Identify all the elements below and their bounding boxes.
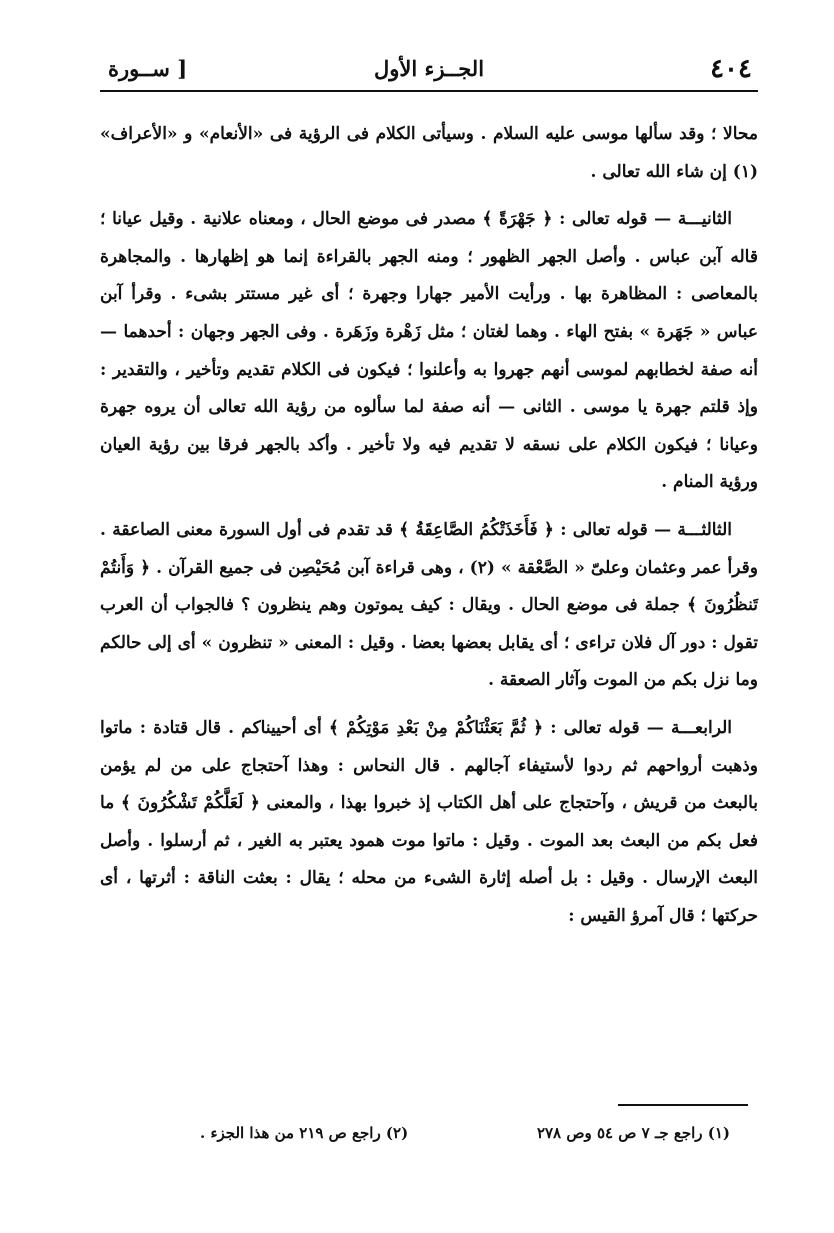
page-header — [100, 48, 758, 92]
footnote-1: (١) راجع جـ ٧ ص ٥٤ وص ٢٧٨ — [536, 1124, 730, 1142]
running-title: الجــزء الأول — [373, 56, 485, 81]
paragraph-third-issue: الثالثـــة — قوله تعالى : ﴿ فَأَخَذَتْكُمُ الصَّاعِقَةُ ﴾ قد تقدم فى أول السورة معنى الصاعقة . وقرأ عمر وعثمان وعلىّ « الصَّعْقة » (٢) ، وهى قراءة آبن مُحَيْصِن فى جميع القرآن . ﴿ وَأَنتُمْ تَنظُرُونَ ﴾ جملة فى موضع الحال . ويقال : كيف يموتون وهم ينظرون ؟ فالجواب أن العرب تقول : دور آل فلان تراءى ؛ أى يقابل بعضها بعضا . وقيل : المعنى « تنظرون » أى إلى حالكم وما نزل بكم من الموت وآثار الصعقة . — [100, 519, 758, 691]
surah-label: [ ســورة — [108, 56, 188, 81]
paragraph-second-issue: الثانيـــة — قوله تعالى : ﴿ جَهْرَةً ﴾ مصدر فى موضع الحال ، ومعناه علانية . وقيل عيانا ؛ قاله آبن عباس . وأصل الجهر الظهور ؛ ومنه الجهر بالقراءة إنما هو إظهارها . والمجاهرة بالمعاصى : المظاهرة بها . ورأيت الأمير جهارا وجهرة ؛ أى غير مستتر بشىء . وقرأ آبن عباس « جَهَرة » بفتح الهاء . وهما لغتان ؛ مثل زَهْرة وزَهَرة . وفى الجهر وجهان : أحدهما — أنه صفة لخطابهم لموسى أنهم جهروا به وأعلنوا ؛ فيكون فى الكلام تقديم وتأخير ، والتقدير : وإذ قلتم جهرة يا موسى . الثانى — أنه صفة لما سألوه من رؤية الله تعالى أن يروه جهرة وعيانا ؛ فيكون الكلام على نسقه لا تقديم فيه ولا تأخير . وأكد بالجهر فرقا بين رؤية العيان ورؤية المنام . — [100, 209, 758, 493]
footnotes — [200, 1124, 730, 1142]
paragraph-fourth-issue: الرابعـــة — قوله تعالى : ﴿ ثُمَّ بَعَثْنَاكُمْ مِنْ بَعْدِ مَوْتِكُمْ ﴾ أى أحييناكم . قال قتادة : ماتوا وذهبت أرواحهم ثم ردوا لأستيفاء آجالهم . قال النحاس : وهذا آحتجاج على من لم يؤمن بالبعث من قريش ، وآحتجاج على أهل الكتاب إذ خبروا بهذا ، والمعنى ﴿ لَعَلَّكُمْ تَشْكُرُونَ ﴾ ما فعل بكم من البعث بعد الموت . وقيل : ماتوا موت همود يعتبر به الغير ، ثم أرسلوا . وأصل البعث الإرسال . وقيل : بل أصله إثارة الشىء من محله ؛ يقال : بعثت الناقة : أثرتها ، أى حركتها ؛ قال آمرؤ القيس : — [100, 717, 758, 926]
paragraph-intro: محالا ؛ وقد سألها موسى عليه السلام . وسيأتى الكلام فى الرؤية فى «الأنعام» و «الأعراف» (١) إن شاء الله تعالى . — [100, 124, 758, 182]
page-number: ٤٠٤ — [710, 54, 752, 84]
header-rule — [100, 90, 758, 92]
footnote-2: (٢) راجع ص ٢١٩ من هذا الجزء . — [200, 1124, 409, 1142]
main-text — [100, 116, 758, 1096]
footnote-separator — [618, 1104, 748, 1106]
